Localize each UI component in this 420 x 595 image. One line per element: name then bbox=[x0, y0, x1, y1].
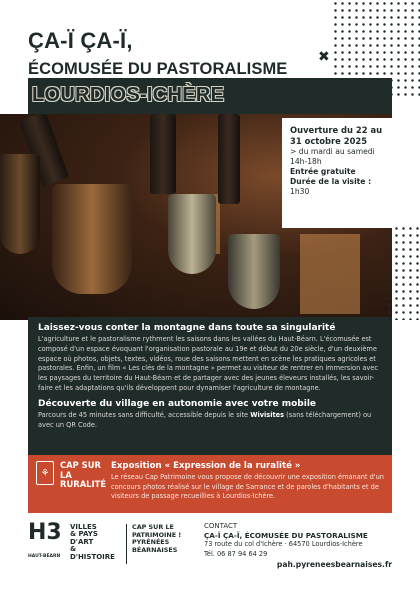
haut-bearn-logo: H3 bbox=[28, 520, 62, 545]
section2-body bbox=[38, 411, 384, 431]
entry-price: Entrée gratuite bbox=[290, 167, 356, 176]
exposition-panel bbox=[28, 455, 392, 513]
wivisites-link[interactable]: Wivisites bbox=[250, 410, 285, 419]
contact-block bbox=[204, 522, 392, 559]
ruralite-logo-icon: ⚘ bbox=[36, 461, 54, 485]
footer-divider bbox=[126, 524, 127, 564]
title-line-2: ÉCOMUSÉE DU PASTORALISME bbox=[28, 60, 288, 78]
exposition-body: Le réseau Cap Patrimoine vous propose de découvrir une exposition émanant d'un concours photos réalisé sur le village de Sarrance et de paroles d'habitants et de visiteurs de passage recueillies à Lourdios-Ichère. bbox=[111, 473, 384, 500]
section2-body-end: (sans téléchargement) ou avec un QR Code. bbox=[38, 410, 372, 429]
description-panel bbox=[28, 317, 392, 455]
contact-address: 73 route du col d'Ichère · 64570 Lourdios-Ichère bbox=[204, 540, 363, 548]
website-link[interactable]: pah.pyreneesbearnaises.fr bbox=[276, 560, 392, 569]
contact-phone[interactable]: Tél. 06 87 94 64 29 bbox=[204, 549, 268, 558]
contact-name: ÇA-Ï ÇA-Ï, ÉCOMUSÉE DU PASTORALISME bbox=[204, 531, 368, 540]
opening-hours: 14h-18h bbox=[290, 157, 322, 166]
visit-duration bbox=[290, 177, 384, 197]
opening-info-box bbox=[282, 118, 392, 228]
opening-days: > du mardi au samedi bbox=[290, 147, 375, 156]
decorative-dot-pattern-2 bbox=[386, 225, 420, 320]
section2-heading: Découverte du village en autonomie avec votre mobile bbox=[38, 398, 317, 409]
cap-ruralite-logo: CAP SUR LA RURALITÉ bbox=[60, 460, 107, 489]
cross-icon: ✖ bbox=[318, 49, 330, 65]
duration-value: 1h30 bbox=[290, 187, 310, 196]
haut-bearn-caption: HAUT-BÉARN bbox=[28, 554, 61, 559]
opening-dates: Ouverture du 22 au 31 octobre 2025 bbox=[290, 125, 383, 146]
footer bbox=[28, 520, 392, 580]
cap-patrimoine-logo: CAP SUR LE PATRIMOINE ! PYRÉNÉES BÉARNAISES bbox=[132, 523, 182, 554]
contact-label: CONTACT bbox=[204, 522, 238, 530]
duration-label: Durée de la visite : bbox=[290, 177, 372, 186]
band-title: LOURDIOS-ICHÈRE bbox=[32, 84, 225, 106]
section1-heading: Laissez-vous conter la montagne dans toute sa singularité bbox=[38, 323, 336, 333]
villes-art-histoire-logo: VILLES & PAYS D'ART & D'HISTOIRE bbox=[70, 523, 115, 561]
section1-body: L'agriculture et le pastoralisme rythment les saisons dans les vallées du Haut-Béarn. L'écomusée est composé d'un espace évoquant l'organisation pastorale au 19e et début du 20e siècle, d'un deuxième espace où photos, objets, textes, vidéos, roue des saisons mettent en scène les pratiques agricoles et pastorales. Enfin, un film « Les clés de la montagne » permet au visiteur de rentrer en immersion avec les paysages du territoire du Haut-Béarn et de partager avec des jeunes éleveurs installés, les savoir-faire et les adaptations qu'ils développent pour dynamiser l'agriculture de montagne. bbox=[38, 335, 378, 392]
exposition-heading: Exposition « Expression de la ruralité » bbox=[111, 461, 301, 471]
title-line-1: ÇA-Ï ÇA-Ï, bbox=[28, 28, 133, 53]
section2-body-start: Parcours de 45 minutes sans difficulté, accessible depuis le site bbox=[38, 410, 251, 419]
title-band bbox=[28, 78, 392, 114]
